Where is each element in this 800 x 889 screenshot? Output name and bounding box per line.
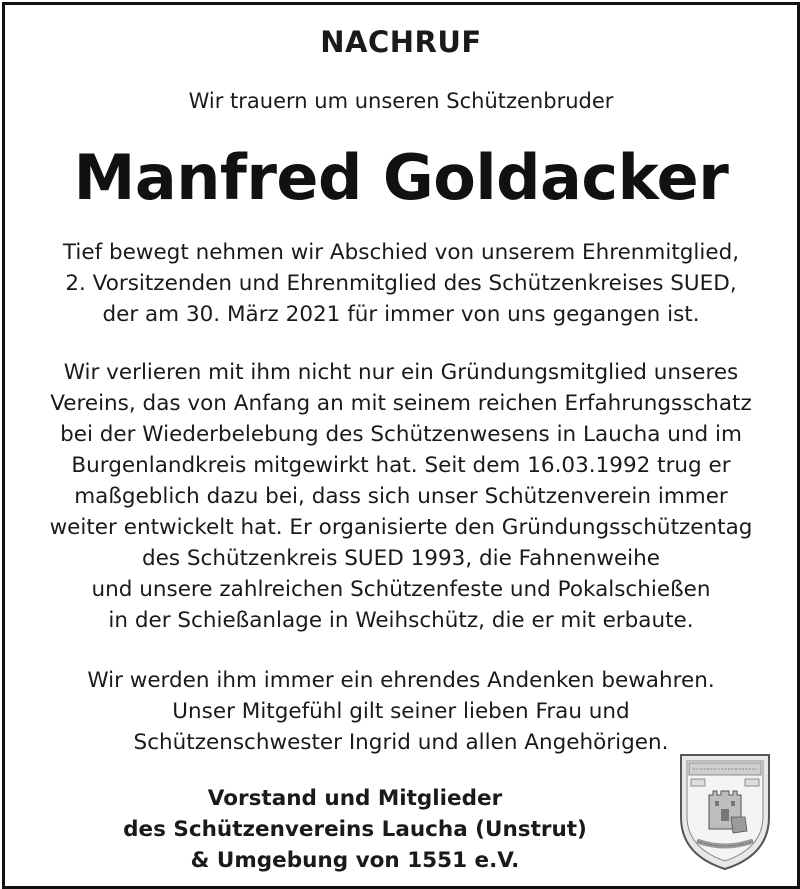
text-line: bei der Wiederbelebung des Schützenwesens in Laucha und im bbox=[60, 422, 742, 447]
paragraph-farewell bbox=[35, 237, 767, 330]
signature-block bbox=[65, 783, 645, 876]
text-line: Unser Mitgefühl gilt seiner lieben Frau und bbox=[172, 699, 630, 724]
club-crest-icon bbox=[675, 747, 775, 872]
text-line: weiter entwickelt hat. Er organisierte den Gründungsschützentag bbox=[49, 515, 753, 540]
signature-line: & Umgebung von 1551 e.V. bbox=[190, 848, 520, 873]
text-line: des Schützenkreis SUED 1993, die Fahnenweihe bbox=[142, 546, 660, 571]
text-line: und unsere zahlreichen Schützenfeste und Pokalschießen bbox=[91, 577, 711, 602]
obituary-notice bbox=[2, 2, 800, 889]
text-line: Schützenschwester Ingrid und allen Angehörigen. bbox=[133, 730, 669, 755]
deceased-name: Manfred Goldacker bbox=[73, 141, 729, 214]
notice-heading: NACHRUF bbox=[320, 25, 482, 59]
paragraph-condolence bbox=[35, 665, 767, 758]
signature-line: des Schützenvereins Laucha (Unstrut) bbox=[123, 817, 587, 842]
paragraph-merits bbox=[35, 357, 767, 636]
signature-line: Vorstand und Mitglieder bbox=[207, 786, 503, 811]
intro-line: Wir trauern um unseren Schützenbruder bbox=[188, 89, 614, 113]
text-line: Wir werden ihm immer ein ehrendes Andenken bewahren. bbox=[87, 668, 715, 693]
text-line: der am 30. März 2021 für immer von uns gegangen ist. bbox=[102, 302, 700, 327]
text-line: 2. Vorsitzenden und Ehrenmitglied des Schützenkreises SUED, bbox=[65, 271, 737, 296]
text-line: Vereins, das von Anfang an mit seinem reichen Erfahrungsschatz bbox=[50, 391, 752, 416]
text-line: Wir verlieren mit ihm nicht nur ein Gründungsmitglied unseres bbox=[63, 360, 739, 385]
text-line: Burgenlandkreis mitgewirkt hat. Seit dem 16.03.1992 trug er bbox=[71, 453, 731, 478]
text-line: Tief bewegt nehmen wir Abschied von unserem Ehrenmitglied, bbox=[62, 240, 740, 265]
text-line: maßgeblich dazu bei, dass sich unser Schützenverein immer bbox=[74, 484, 728, 509]
text-line: in der Schießanlage in Weihschütz, die er mit erbaute. bbox=[108, 608, 694, 633]
